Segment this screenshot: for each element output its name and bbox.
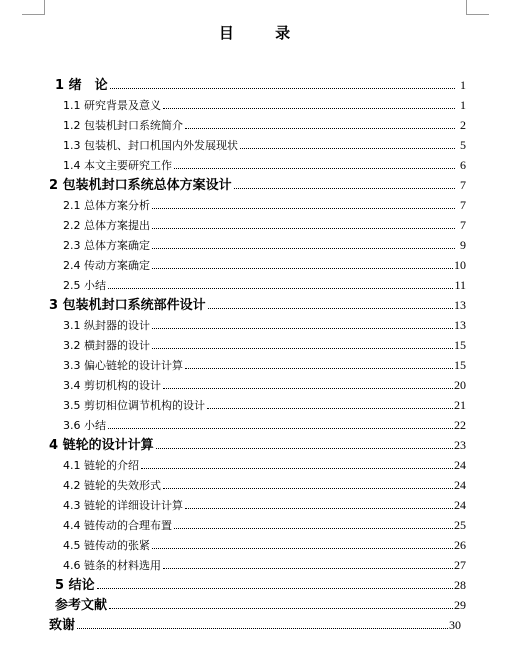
toc-entry-page: 24 (454, 458, 466, 472)
toc-entry-label: 1.4 本文主要研究工作 (63, 159, 172, 172)
toc-entry-page: 11 (454, 278, 466, 292)
toc-entry-page: 15 (454, 338, 466, 352)
toc-entry-label: 4.5 链传动的张紧 (63, 539, 150, 552)
dot-leader (152, 208, 455, 209)
toc-entry[interactable] (63, 353, 466, 373)
toc-entry-label: 2.1 总体方案分析 (63, 199, 150, 212)
dot-leader (152, 548, 453, 549)
toc-title: 目 录 (218, 24, 309, 42)
toc-entry-label: 3.3 偏心链轮的设计计算 (63, 359, 183, 372)
toc-entry[interactable] (63, 513, 466, 533)
toc-entry[interactable] (49, 613, 461, 633)
toc-entry[interactable] (63, 553, 466, 573)
toc-entry[interactable] (55, 73, 466, 93)
dot-leader (108, 288, 453, 289)
toc-entry-label: 4 链轮的设计计算 (49, 438, 154, 453)
dot-leader (152, 328, 453, 329)
dot-leader (163, 388, 453, 389)
toc-entry-label: 2.4 传动方案确定 (63, 259, 150, 272)
toc-entry[interactable] (63, 333, 466, 353)
dot-leader (163, 568, 453, 569)
toc-entry-label: 2 包装机封口系统总体方案设计 (49, 178, 232, 193)
toc-entry-page: 7 (460, 178, 466, 192)
crop-mark-right-v (466, 0, 467, 15)
toc-entry-label: 2.5 小结 (63, 279, 106, 292)
toc-entry-label: 3.1 纵封器的设计 (63, 319, 150, 332)
toc-entry[interactable] (49, 433, 466, 453)
toc-entry-label: 2.3 总体方案确定 (63, 239, 150, 252)
toc-entry-page: 23 (454, 438, 466, 452)
toc-entry-page: 24 (454, 478, 466, 492)
toc-entry[interactable] (49, 293, 466, 313)
toc-entry-label: 5 结论 (55, 578, 95, 593)
dot-leader (141, 468, 453, 469)
toc-entry-page: 13 (454, 318, 466, 332)
toc-entry-label: 参考文献 (55, 598, 108, 613)
dot-leader (152, 348, 453, 349)
toc-entry-page: 29 (454, 598, 466, 612)
toc-entry-label: 4.1 链轮的介绍 (63, 459, 139, 472)
toc-entry-label: 3.5 剪切相位调节机构的设计 (63, 399, 205, 412)
dot-leader (110, 88, 455, 89)
dot-leader (185, 128, 455, 129)
dot-leader (77, 628, 448, 629)
toc-entry[interactable] (63, 473, 466, 493)
toc-entry-label: 4.3 链轮的详细设计计算 (63, 499, 183, 512)
toc-entry-page: 27 (454, 558, 466, 572)
dot-leader (152, 268, 453, 269)
toc-entry-label: 1.3 包装机、封口机国内外发展现状 (63, 139, 238, 152)
dot-leader (108, 428, 453, 429)
toc-entry[interactable] (63, 133, 466, 153)
toc-entry[interactable] (63, 113, 466, 133)
toc-entry[interactable] (63, 153, 466, 173)
toc-entry[interactable] (55, 573, 466, 593)
toc-entry-label: 1.2 包装机封口系统简介 (63, 119, 183, 132)
toc-entry-page: 26 (454, 538, 466, 552)
toc-entry[interactable] (63, 193, 466, 213)
toc-entry-page: 1 (460, 78, 466, 92)
toc-entry-page: 7 (460, 198, 466, 212)
toc-entry-label: 4.2 链轮的失效形式 (63, 479, 161, 492)
toc-entry-page: 5 (460, 138, 466, 152)
toc-entry[interactable] (63, 453, 466, 473)
dot-leader (156, 448, 453, 449)
dot-leader (174, 168, 455, 169)
toc-entry[interactable] (63, 373, 466, 393)
toc-entry-label: 3 包装机封口系统部件设计 (49, 298, 206, 313)
toc-entry[interactable] (63, 393, 466, 413)
toc-entry-page: 25 (454, 518, 466, 532)
toc-entry-page: 24 (454, 498, 466, 512)
toc-entry-page: 30 (449, 618, 461, 632)
toc-entry-page: 28 (454, 578, 466, 592)
dot-leader (163, 488, 453, 489)
toc-entry-page: 7 (460, 218, 466, 232)
dot-leader (234, 188, 455, 189)
toc-entry-page: 22 (454, 418, 466, 432)
toc-entry-label: 2.2 总体方案提出 (63, 219, 150, 232)
toc-entry[interactable] (63, 233, 466, 253)
toc-entry-label: 3.6 小结 (63, 419, 106, 432)
dot-leader (163, 108, 455, 109)
dot-leader (109, 608, 453, 609)
toc-entry[interactable] (55, 593, 466, 613)
toc-entry-page: 13 (454, 298, 466, 312)
toc-entry-label: 1 绪 论 (55, 78, 108, 93)
toc-entry-page: 2 (460, 118, 466, 132)
dot-leader (174, 528, 453, 529)
toc-entry[interactable] (63, 213, 466, 233)
toc-entry-page: 1 (460, 98, 466, 112)
dot-leader (208, 308, 453, 309)
toc-entry-page: 20 (454, 378, 466, 392)
dot-leader (97, 588, 453, 589)
toc-entry-page: 10 (454, 258, 466, 272)
toc-entry-page: 15 (454, 358, 466, 372)
toc-entry-label: 1.1 研究背景及意义 (63, 99, 161, 112)
dot-leader (240, 148, 455, 149)
dot-leader (207, 408, 453, 409)
toc-entry[interactable] (63, 93, 466, 113)
toc-entry-label: 致谢 (49, 618, 76, 633)
toc-entry[interactable] (63, 493, 466, 513)
toc-entry[interactable] (63, 253, 466, 273)
dot-leader (185, 508, 453, 509)
toc-entry[interactable] (63, 273, 466, 293)
toc-entry-label: 4.4 链传动的合理布置 (63, 519, 172, 532)
dot-leader (152, 248, 455, 249)
crop-mark-right-h (467, 14, 489, 15)
toc-entry-label: 3.2 横封器的设计 (63, 339, 150, 352)
dot-leader (152, 228, 455, 229)
crop-mark-left-h (22, 14, 44, 15)
toc-entry-label: 3.4 剪切机构的设计 (63, 379, 161, 392)
toc-entry[interactable] (63, 533, 466, 553)
toc-entry[interactable] (49, 173, 466, 193)
toc-entry-label: 4.6 链条的材料选用 (63, 559, 161, 572)
toc-entry-page: 21 (454, 398, 466, 412)
toc-entry-page: 9 (460, 238, 466, 252)
toc-entry-page: 6 (460, 158, 466, 172)
toc-entry[interactable] (63, 413, 466, 433)
toc-entry[interactable] (63, 313, 466, 333)
crop-mark-left-v (44, 0, 45, 15)
dot-leader (185, 368, 453, 369)
